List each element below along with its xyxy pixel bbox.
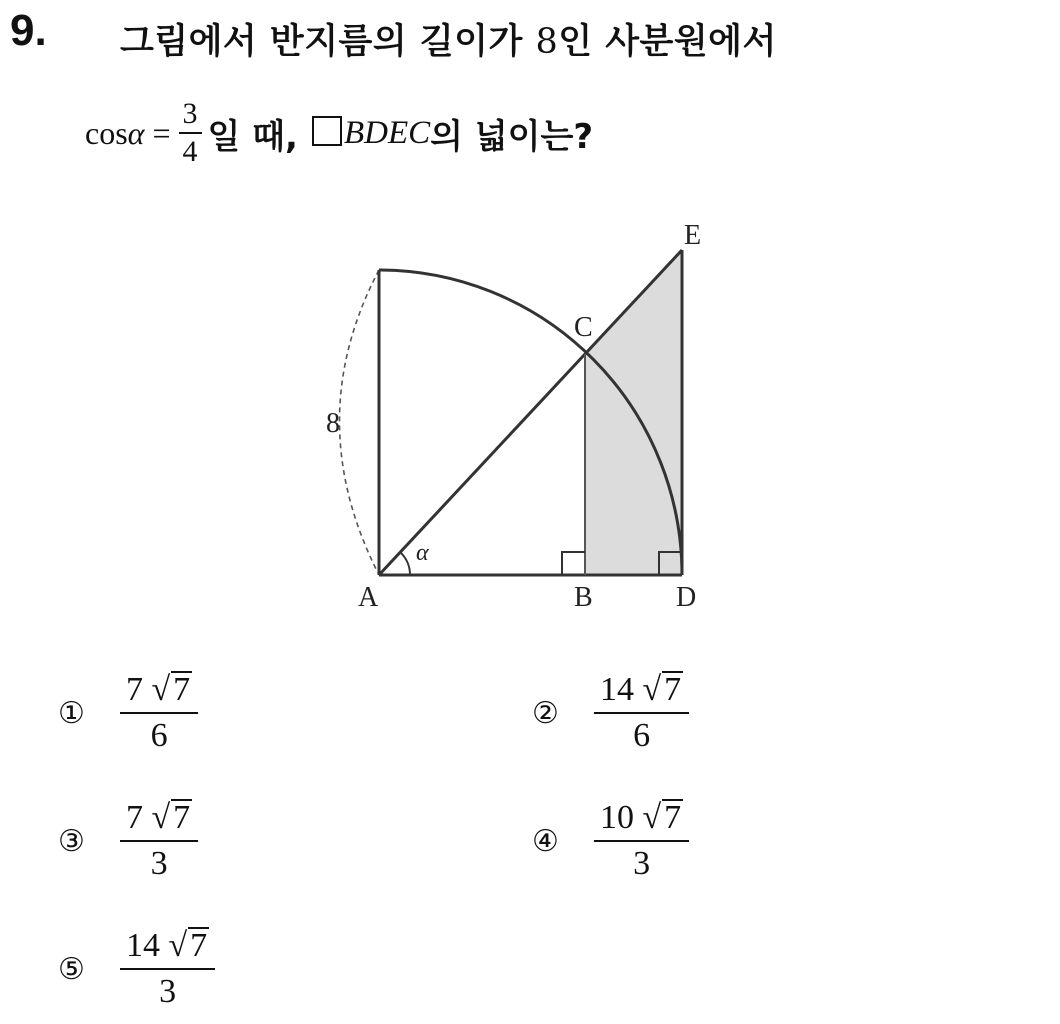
angle-arc-alpha (400, 552, 410, 575)
choice-2-numerator: 14 √7 (600, 671, 682, 708)
choice-marker-1: ① (58, 695, 85, 731)
choice-5[interactable] (58, 924, 215, 1014)
choice-1-denominator: 6 (150, 717, 168, 754)
choice-2-fraction (594, 668, 689, 758)
choice-3[interactable] (58, 796, 198, 886)
question-ask: 의 넓이는? (430, 116, 594, 157)
cos-numerator: 3 (182, 97, 198, 130)
choice-4-denominator: 3 (633, 845, 651, 882)
choice-5-fraction (120, 924, 215, 1014)
label-c: C (574, 312, 593, 343)
choice-1[interactable] (58, 668, 198, 758)
choice-marker-5: ⑤ (58, 951, 85, 987)
question-number: 9. (10, 6, 47, 55)
choice-marker-3: ③ (58, 823, 85, 859)
radius-dashed-arc (340, 270, 380, 575)
label-a: A (358, 582, 379, 613)
right-angle-mark-b (562, 552, 585, 575)
equals-sign: = (152, 114, 171, 151)
choice-3-numerator: 7 √7 (126, 799, 191, 836)
radius-value: 8 (535, 22, 559, 62)
cos-function: cosα (85, 114, 145, 151)
choice-marker-4: ④ (532, 823, 559, 859)
choice-2-denominator: 6 (633, 717, 651, 754)
choice-1-fraction (120, 668, 198, 758)
quadrilateral-name: BDEC (343, 114, 431, 151)
choice-3-denominator: 3 (150, 845, 168, 882)
choice-3-fraction (120, 796, 198, 886)
choice-4-fraction (594, 796, 689, 886)
choice-5-denominator: 3 (159, 973, 177, 1010)
label-alpha: α (416, 540, 429, 566)
question-text-b: 인 사분원에서 (558, 22, 777, 62)
label-e: E (684, 220, 702, 251)
label-radius-8: 8 (326, 408, 340, 439)
choice-4-numerator: 10 √7 (600, 799, 682, 836)
choice-5-numerator: 14 √7 (126, 927, 208, 964)
cos-denominator: 4 (182, 135, 198, 168)
choice-marker-2: ② (532, 695, 559, 731)
choice-4[interactable] (532, 796, 689, 886)
label-d: D (676, 582, 697, 613)
shaded-quadrilateral-bdec (585, 250, 682, 575)
condition-text: 일 때, (207, 116, 298, 157)
choice-1-numerator: 7 √7 (126, 671, 191, 708)
label-b: B (574, 582, 593, 613)
question-text-a: 그림에서 반지름의 길이가 (120, 22, 536, 62)
choice-2[interactable] (532, 668, 689, 758)
